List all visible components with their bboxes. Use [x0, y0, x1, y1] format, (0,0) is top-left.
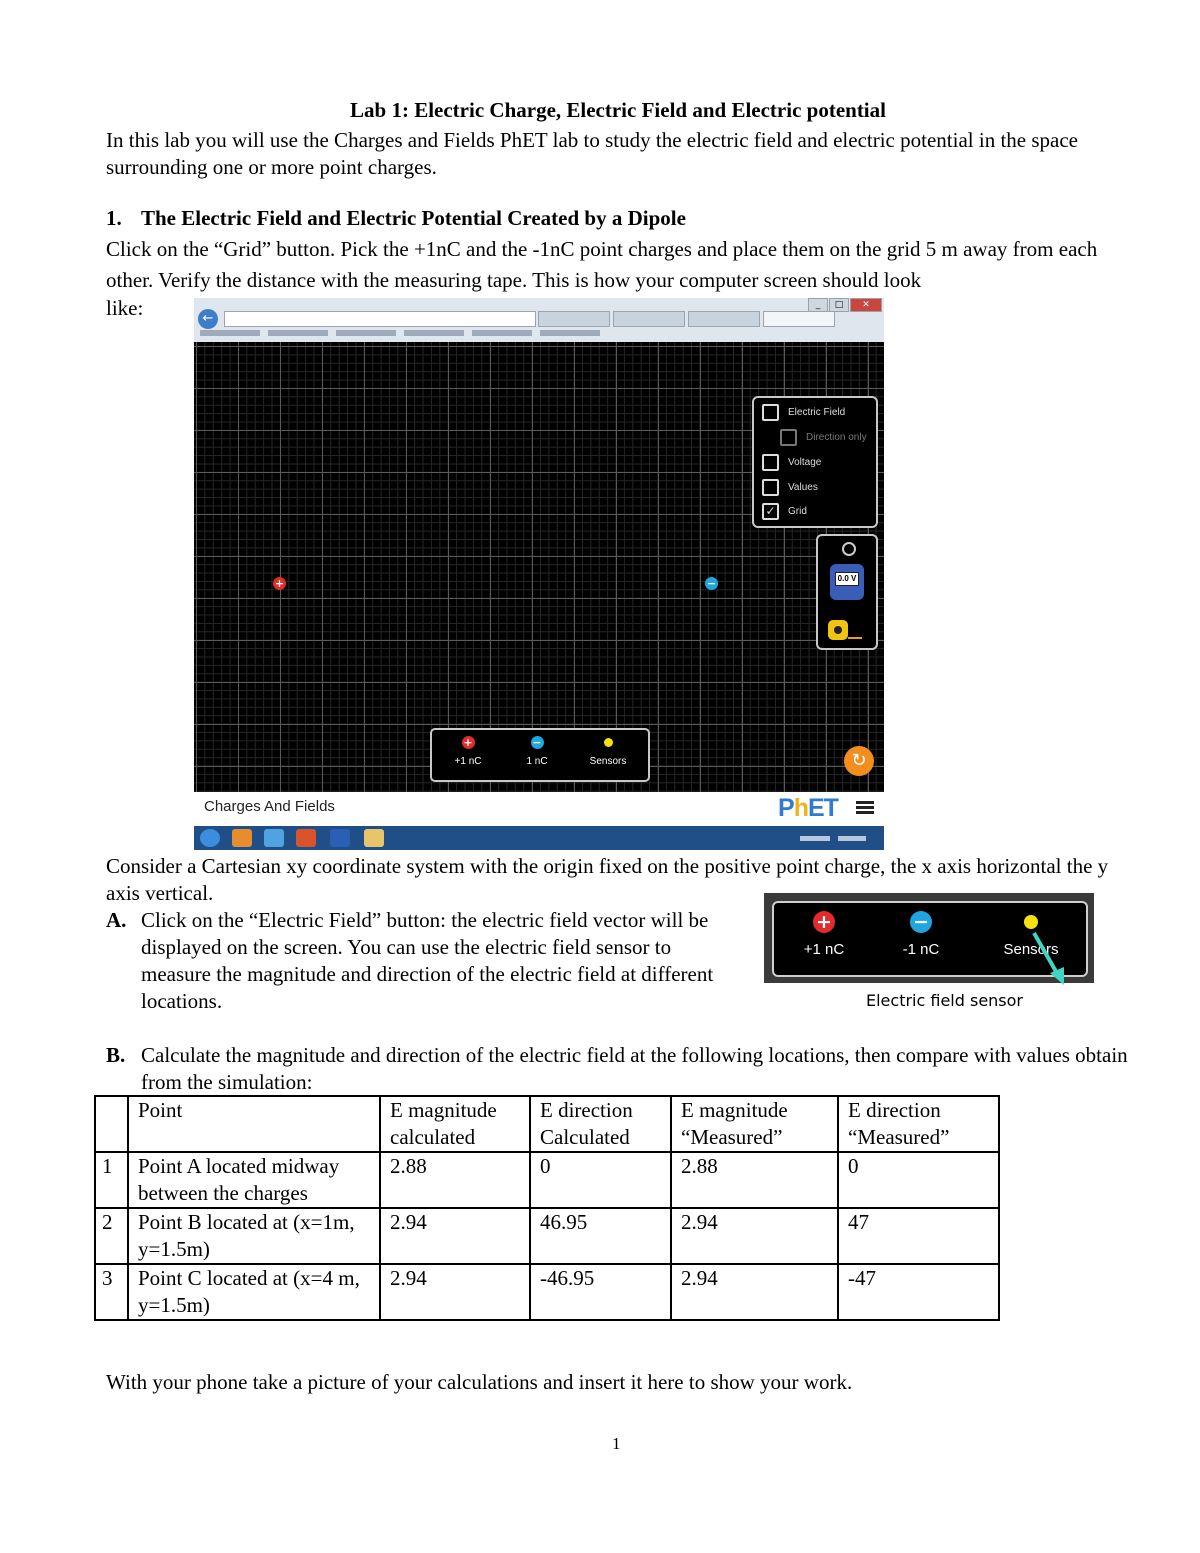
windows-taskbar	[194, 826, 884, 850]
address-bar	[224, 311, 536, 327]
table-cell: 47	[838, 1208, 999, 1264]
table-cell: 2.94	[380, 1208, 530, 1264]
minimize-icon: _	[808, 298, 828, 312]
minus-icon: −	[910, 911, 932, 933]
item-a-text: Click on the “Electric Field” button: the electric field vector will be displayed on the screen. You can use the electric field sensor to measure the magnitude and direction of the electric field at different locations.	[141, 908, 714, 1013]
browser-toolbar	[194, 298, 884, 343]
tool-box	[816, 534, 878, 650]
table-header-cell: E magnitude “Measured”	[671, 1096, 838, 1152]
section-1-instructions: Click on the “Grid” button. Pick the +1nC and the -1nC point charges and place them on the grid 5 m away from each other. Verify the distance with the measuring tape. This is how your computer screen should look	[106, 237, 1098, 292]
table-header-row	[95, 1096, 999, 1152]
plus-icon: +	[813, 911, 835, 933]
table-row	[95, 1152, 999, 1208]
tray-indicator	[838, 836, 866, 841]
section-number: 1.	[106, 206, 122, 230]
simulation-screenshot	[194, 298, 884, 850]
intro-paragraph: In this lab you will use the Charges and Fields PhET lab to study the electric field and electric potential in the space surrounding one or more point charges.	[106, 128, 1078, 179]
tray-positive-label: +1 nC	[454, 756, 482, 767]
folder-icon	[364, 829, 384, 847]
sensor-negative-charge	[876, 911, 966, 958]
browser-tab-active	[763, 311, 835, 327]
table-header-cell: E direction Calculated	[530, 1096, 671, 1152]
sensor-icon	[604, 738, 613, 747]
sensor-sensors-label: Sensors	[1003, 941, 1059, 958]
item-b-text: Calculate the magnitude and direction of the electric field at the following locations, then compare with values obtain from the simulation:	[141, 1043, 1128, 1094]
browser-tab	[613, 311, 685, 327]
table-row	[95, 1264, 999, 1320]
tray-indicator	[800, 836, 830, 841]
negative-charge: −	[706, 577, 717, 590]
tray-negative-label: 1 nC	[526, 756, 548, 767]
table-cell: -46.95	[530, 1264, 671, 1320]
media-icon	[296, 829, 316, 847]
browser-tab	[538, 311, 610, 327]
simulation-footer	[194, 792, 884, 826]
table-cell: 3	[95, 1264, 128, 1320]
table-cell: 2.88	[380, 1152, 530, 1208]
sensor-caption: Electric field sensor	[866, 991, 1024, 1010]
checkbox-icon	[780, 429, 797, 446]
grid-checkbox-row	[762, 503, 807, 520]
browser-tab	[688, 311, 760, 327]
voltage-label: Voltage	[788, 457, 822, 468]
checkbox-icon	[762, 404, 779, 421]
measuring-tape-icon	[828, 620, 848, 640]
tape-line	[848, 637, 862, 639]
values-label: Values	[788, 482, 818, 493]
direction-only-label: Direction only	[806, 432, 867, 443]
tray-negative-charge	[507, 736, 567, 767]
section-heading-text: The Electric Field and Electric Potential Created by a Dipole	[141, 206, 686, 230]
control-panel	[752, 396, 878, 528]
table-cell: 2.94	[671, 1264, 838, 1320]
start-icon	[200, 829, 220, 847]
page-number: 1	[612, 1434, 621, 1453]
table-cell: 0	[530, 1152, 671, 1208]
checkmark-icon: ✓	[762, 503, 779, 520]
tray-positive-charge	[438, 736, 498, 767]
maximize-icon: □	[829, 298, 849, 312]
table-cell: 1	[95, 1152, 128, 1208]
table-cell: 2.94	[380, 1264, 530, 1320]
sensor-icon	[1024, 915, 1038, 929]
table-header-cell: E direction “Measured”	[838, 1096, 999, 1152]
word-icon	[330, 829, 350, 847]
voltmeter	[830, 564, 864, 600]
direction-only-checkbox-row	[780, 429, 867, 446]
values-checkbox-row	[762, 479, 818, 496]
voltmeter-display: 0.0 V	[835, 572, 859, 586]
bookmark	[200, 330, 260, 336]
pointer-arrow-icon	[1028, 929, 1072, 987]
electric-field-label: Electric Field	[788, 407, 846, 418]
table-header-cell	[95, 1096, 128, 1152]
section-1-heading	[106, 206, 686, 231]
sensor-positive-label: +1 nC	[803, 941, 845, 958]
browser-icon	[264, 829, 284, 847]
table-cell: 2.88	[671, 1152, 838, 1208]
table-cell: Point A located midway between the charges	[128, 1152, 380, 1208]
hamburger-menu-icon	[856, 801, 874, 815]
browser-tabs	[538, 311, 835, 327]
bookmark	[472, 330, 532, 336]
tray-sensors-label: Sensors	[589, 756, 627, 767]
results-table	[94, 1095, 1000, 1321]
table-cell: Point C located at (x=4 m, y=1.5m)	[128, 1264, 380, 1320]
positive-charge: +	[274, 577, 285, 590]
table-cell: Point B located at (x=1m, y=1.5m)	[128, 1208, 380, 1264]
voltmeter-probe-icon	[842, 542, 856, 556]
sensor-screenshot	[764, 893, 1094, 983]
sim-name: Charges And Fields	[204, 798, 335, 815]
grid-label: Grid	[788, 506, 807, 517]
plus-icon: +	[463, 736, 473, 749]
table-row	[95, 1208, 999, 1264]
electric-field-checkbox-row	[762, 404, 845, 421]
item-a-label: A.	[106, 908, 127, 932]
instructions-tail: like:	[106, 296, 144, 320]
taskbar-clock	[798, 830, 878, 846]
bookmarks-bar	[200, 330, 600, 336]
charge-tray	[430, 728, 650, 782]
table-header-cell: E magnitude calculated	[380, 1096, 530, 1152]
back-arrow-icon: ←	[198, 309, 218, 329]
footer-instruction: With your phone take a picture of your calculations and insert it here to show your work.	[106, 1370, 853, 1394]
minus-icon: −	[532, 736, 542, 749]
voltage-checkbox-row	[762, 454, 821, 471]
window-controls	[808, 298, 882, 312]
sensor-positive-charge	[779, 911, 869, 958]
bookmark	[540, 330, 600, 336]
checkbox-icon	[762, 479, 779, 496]
simulation-grid	[194, 342, 884, 792]
coordinate-system-paragraph: Consider a Cartesian xy coordinate system with the origin fixed on the positive point charge, the x axis horizontal the y axis vertical.	[106, 854, 1109, 905]
app-icon	[232, 829, 252, 847]
tray-sensors	[578, 736, 638, 767]
page-title: Lab 1: Electric Charge, Electric Field and Electric potential	[350, 98, 886, 122]
table-cell: 2	[95, 1208, 128, 1264]
table-cell: 2.94	[671, 1208, 838, 1264]
table-cell: 46.95	[530, 1208, 671, 1264]
item-b-label: B.	[106, 1043, 126, 1067]
bookmark	[404, 330, 464, 336]
table-cell: 0	[838, 1152, 999, 1208]
sensor-negative-label: -1 nC	[902, 941, 940, 958]
table-header-cell: Point	[128, 1096, 380, 1152]
checkbox-icon	[762, 454, 779, 471]
bookmark	[336, 330, 396, 336]
close-icon: ✕	[850, 298, 882, 312]
reset-icon: ↻	[844, 746, 874, 776]
phet-logo: PhET	[778, 794, 838, 822]
bookmark	[268, 330, 328, 336]
table-cell: -47	[838, 1264, 999, 1320]
